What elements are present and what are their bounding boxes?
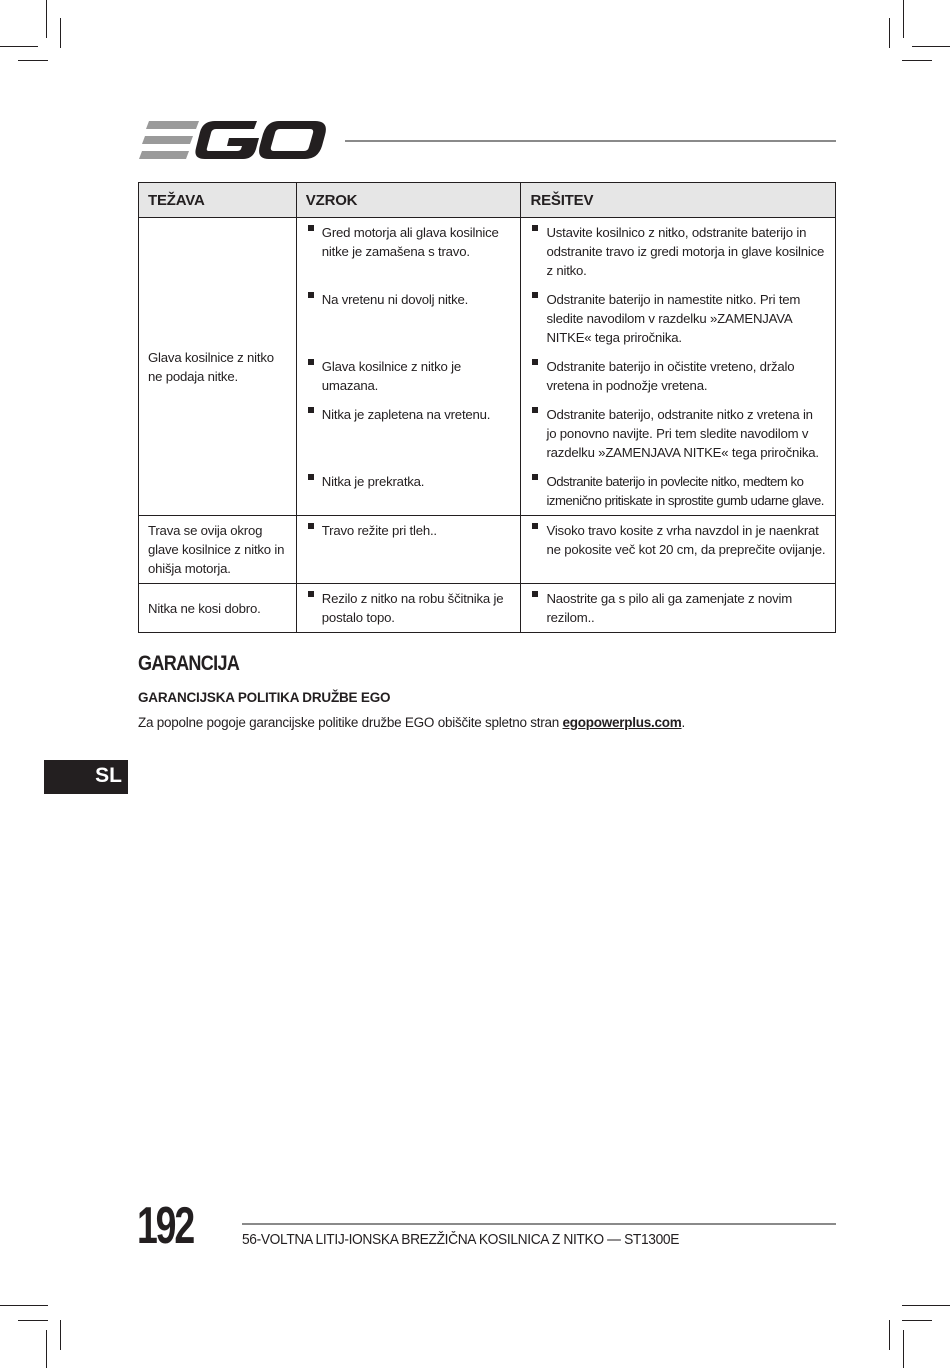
crop-mark [46, 1330, 47, 1368]
section-subtitle: GARANCIJSKA POLITIKA DRUŽBE EGO [138, 690, 391, 705]
ego-logo [139, 118, 327, 162]
language-tab [44, 760, 128, 794]
table-row [139, 584, 836, 633]
problem-cell [139, 218, 297, 516]
solution-text: Naostrite ga s pilo ali ga zamenjate z novim rezilom.. [530, 584, 826, 632]
cause-cell [296, 584, 521, 633]
language-tab-label: SL [95, 764, 122, 787]
problem-cell [139, 584, 297, 633]
crop-mark [902, 60, 932, 61]
header-problem: TEŽAVA [139, 183, 297, 218]
cause-cell [296, 467, 521, 516]
warranty-paragraph [138, 715, 685, 730]
footer-title: 56-VOLTNA LITIJ-IONSKA BREZŽIČNA KOSILNICA Z NITKO — ST1300E [242, 1231, 680, 1248]
crop-mark [889, 18, 890, 48]
crop-mark [903, 0, 904, 38]
page-number: 192 [137, 1197, 193, 1255]
cause-text: Na vretenu ni dovolj nitke. [306, 285, 512, 314]
cause-text: Nitka je prekratka. [306, 467, 512, 496]
cause-cell [296, 400, 521, 467]
cause-cell [296, 516, 521, 584]
header-cause: VZROK [296, 183, 521, 218]
crop-mark [912, 46, 950, 47]
warranty-text: Za popolne pogoje garancijske politike družbe EGO obiščite spletno stran [138, 715, 563, 730]
crop-mark [0, 46, 38, 47]
table-row [139, 516, 836, 584]
crop-mark [60, 18, 61, 48]
problem-cell [139, 516, 297, 584]
solution-text: Odstranite baterijo in očistite vreteno, držalo vretena in podnožje vretena. [530, 352, 826, 400]
cause-text: Nitka je zapletena na vretenu. [306, 400, 512, 429]
crop-mark [902, 1320, 932, 1321]
crop-mark [903, 1330, 904, 1368]
solution-cell [521, 516, 836, 584]
website-link[interactable]: egopowerplus.com [562, 715, 682, 730]
cause-text: Travo režite pri tleh.. [306, 516, 512, 545]
header-solution: REŠITEV [521, 183, 836, 218]
cause-cell [296, 218, 521, 286]
cause-text: Gred motorja ali glava kosilnice nitke je zamašena s travo. [306, 218, 512, 266]
crop-mark [18, 1320, 48, 1321]
solution-text: Odstranite baterijo, odstranite nitko z vretena in jo ponovno navijte. Pri tem sledite navodilom v razdelku »ZAMENJAVA NITKE« tega priročnika. [530, 400, 826, 467]
crop-mark [902, 1305, 950, 1306]
solution-cell [521, 352, 836, 400]
cause-text: Glava kosilnice z nitko je umazana. [306, 352, 512, 400]
cause-text: Rezilo z nitko na robu ščitnika je postalo topo. [306, 584, 512, 632]
crop-mark [889, 1320, 890, 1350]
cause-cell [296, 352, 521, 400]
solution-text: Ustavite kosilnico z nitko, odstranite baterijo in odstranite travo iz gredi motorja in glave kosilnice z nitko. [530, 218, 826, 285]
solution-cell [521, 218, 836, 286]
crop-mark [0, 1305, 48, 1306]
crop-mark [46, 0, 47, 38]
solution-text: Visoko travo kosite z vrha navzdol in je naenkrat ne pokosite več kot 20 cm, da preprečite ovijanje. [530, 516, 826, 564]
troubleshooting-table [138, 182, 836, 633]
solution-text: Odstranite baterijo in povlecite nitko, medtem ko izmenično pritiskate in sprostite gumb udarne glave. [530, 467, 826, 515]
header-rule [345, 140, 836, 142]
problem-text: Nitka ne kosi dobro. [148, 600, 261, 616]
solution-cell [521, 285, 836, 352]
problem-text: Trava se ovija okrog glave kosilnice z nitko in ohišja motorja. [148, 523, 285, 576]
solution-cell [521, 467, 836, 516]
footer-rule [242, 1223, 836, 1225]
crop-mark [18, 60, 48, 61]
solution-cell [521, 400, 836, 467]
section-title: GARANCIJA [138, 652, 240, 675]
solution-text: Odstranite baterijo in namestite nitko. Pri tem sledite navodilom v razdelku »ZAMENJAVA NITKE« tega priročnika. [530, 285, 826, 352]
solution-cell [521, 584, 836, 633]
problem-text: Glava kosilnice z nitko ne podaja nitke. [148, 349, 274, 384]
table-row [139, 218, 836, 286]
warranty-text-end: . [681, 715, 686, 730]
table-header-row [139, 183, 836, 218]
cause-cell [296, 285, 521, 352]
crop-mark [60, 1320, 61, 1350]
